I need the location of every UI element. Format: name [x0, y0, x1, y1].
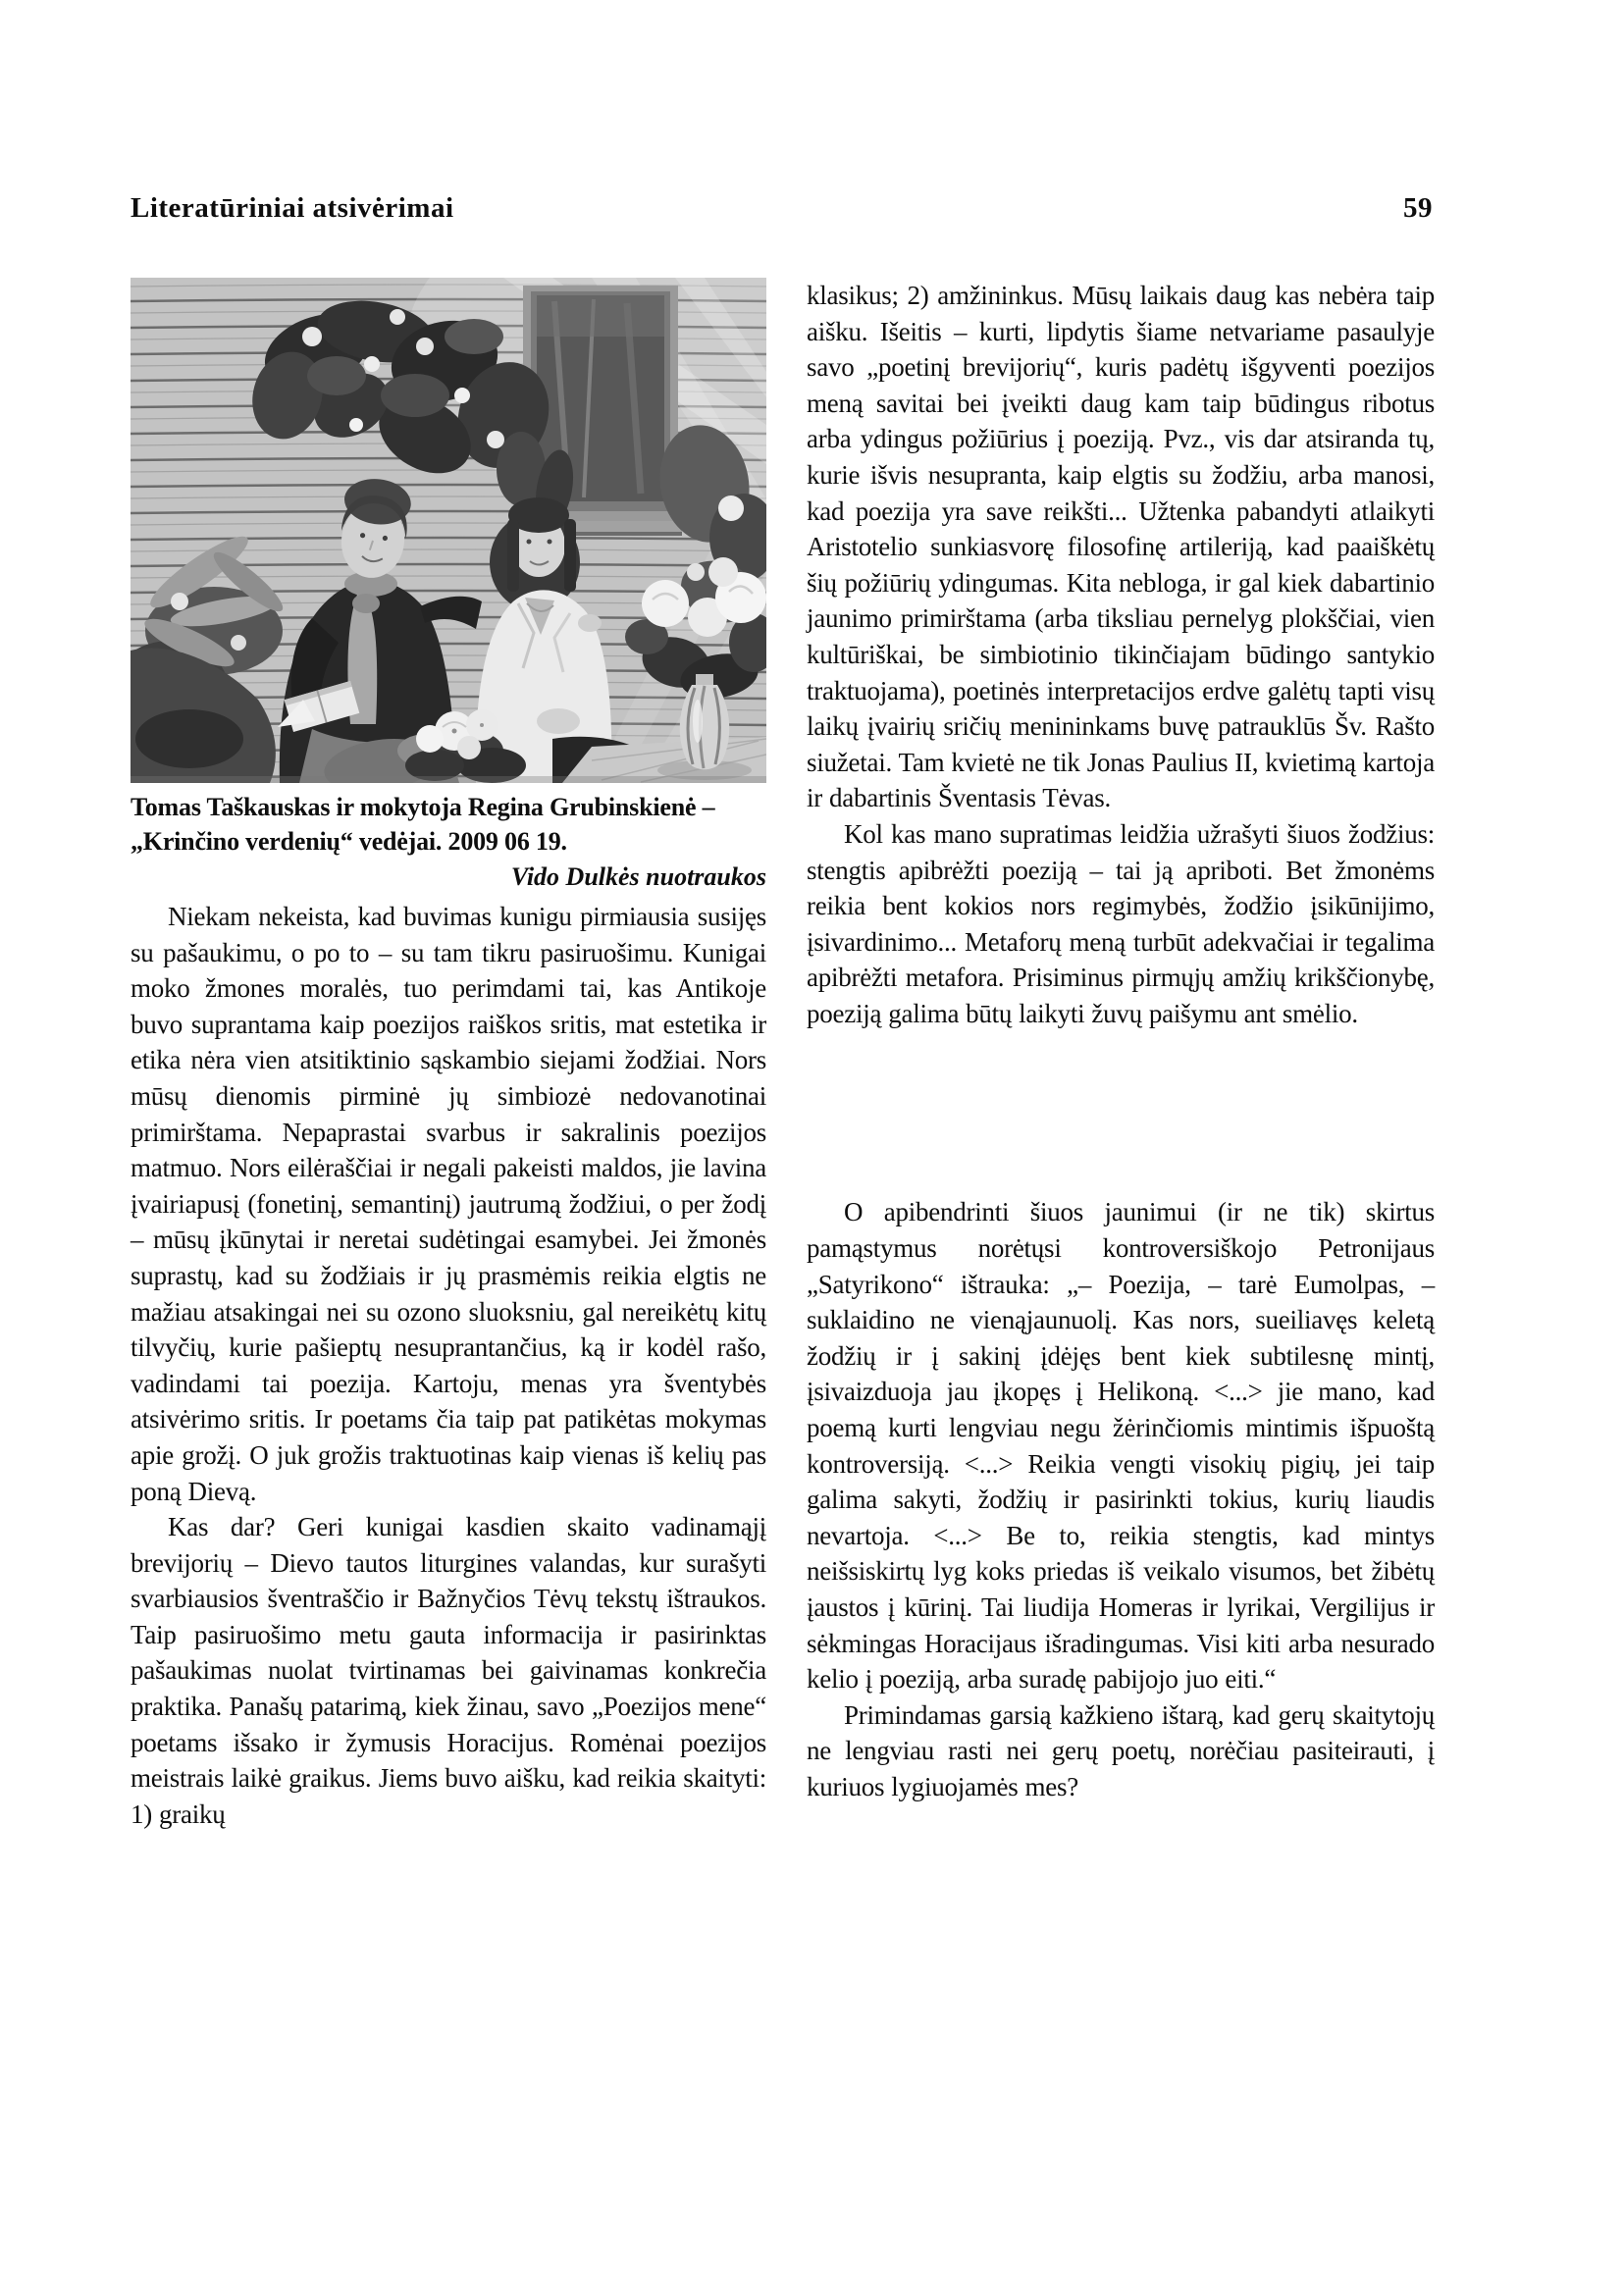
photo-figure — [131, 278, 766, 783]
paragraph: Kas dar? Geri kunigai kasdien skaito vadinamąjį brevijorių – Dievo tautos liturgines valandas, kur surašyti svarbiausios šventraščio ir Bažnyčios Tėvų tekstų ištraukos. Taip pasiruošimo metu gauta informacija ir pasirinktas pašaukimas nuolat tvirtinamas bei gaivinamas konkrečia praktika. Panašų patarimą, kiek žinau, savo „Poezijos mene“ poetams išsako ir žymusis Horacijus. Romėnai poezijos meistrais laikė graikus. Jiems buvo aišku, kad reikia skaityti: 1) graikų — [131, 1512, 766, 1829]
photo-caption — [131, 790, 766, 859]
photo-image — [131, 278, 766, 783]
left-column-text — [131, 899, 766, 1832]
paragraph: Primindamas garsią kažkieno ištarą, kad gerų skaitytojų ne lengviau rasti nei gerų poetų, norėčiau pasiteirauti, į kuriuos lygiuojamės mes? — [807, 1699, 1435, 1801]
photo-caption-line2: „Krinčino verdenių“ vedėjai. 2009 06 19. — [131, 827, 567, 856]
paragraph: Niekam nekeista, kad buvimas kunigu pirmiausia susijęs su pašaukimu, o po to – su tam tikru pasiruošimu. Kunigai moko žmones moralės, tuo perimdami tai, kas Antikoje buvo suprantama kaip poezijos raiškos sritis, mat estetika ir etika nėra vien atsitiktinio sąskambio siejami žodžiai. Nors mūsų dienomis pirminė jų simbiozė nedovanotinai primirštama. Nepaprastai svarbus ir sakralinis poezijos matmuo. Nors eilėraščiai ir negali pakeisti maldos, jie lavina įvairiapusį (fonetinį, semantinį) jautrumą žodžiui, o per žodį – mūsų įkūnytai ir neretai sudėtingai esamybei. Jei žmonės suprastų, kad su žodžiais ir jų prasmėmis reikia elgtis ne mažiau atsakingai nei su ozono sluoksniu, gal nereikėtų kitų tilvyčių, kurie pašieptų nesuprantančius, ką ir kodėl rašo, vadindami tai poezija. Kartoju, menas yra šventybės atsivėrimo sritis. Ir poetams čia taip pat patikėtas mokymas apie grožį. O juk grožis traktuotinas kaip vienas iš kelių pas poną Dievą. — [131, 902, 766, 1506]
running-header — [131, 192, 1433, 225]
paragraph: klasikus; 2) amžininkus. Mūsų laikais daug kas nebėra taip aišku. Išeitis – kurti, lipdytis šiame netvariame pasaulyje savo „poetinį brevijorių“, kuris padėtų išgyventi poezijos meną savitai bei įveikti daug kam taip būdingus ribotus arba ydingus požiūrius į poeziją. Pvz., vis dar atsiranda tų, kurie išvis nesupranta, kaip elgtis su žodžiu, arba manosi, kad poezija yra save reikšti... Užtenka pabandyti atlaikyti Aristotelio sunkiasvorę filosofinę artileriją, kad paaiškėtų šių požiūrių ydingumas. Kita nebloga, ir gal kiek dabartinio jaunimo primirštama (arba tiksliau pernelyg plokščiai, vien kultūriškai, be simbiotinio tikinčiajam būdingo santykio traktuojama), poetinės interpretacijos erdve galėtų tapti visų laikų įvairių sričių menininkams buvę patrauklūs Šv. Rašto siužetai. Tam kvietė ne tik Jonas Paulius II, kvietimą kartoja ir dabartinis Šventasis Tėvas. — [807, 281, 1435, 813]
photo-caption-line1: Tomas Taškauskas ir mokytoja Regina Grubinskienė – — [131, 793, 715, 821]
running-header-title: Literatūriniai atsivėrimai — [131, 192, 454, 224]
paragraph: O apibendrinti šiuos jaunimui (ir ne tik) skirtus pamąstymus norėtųsi kontroversiškojo Petronijaus „Satyrikono“ ištrauka: „– Poezija, – tarė Eumolpas, – suklaidino ne vienąjaunuolį. Kas nors, sueiliavęs keletą žodžių ir į sakinį įdėjęs bent kiek subtilesnę mintį, įsivaizduoja jau įkopęs į Helikoną. <...> jie mano, kad poemą kurti lengviau negu žėrinčiomis mintimis išpuoštą kontroversiją. <...> Reikia vengti visokių pigių, jei taip galima sakyti, žodžių ir pasirinkti tokius, kurių liaudis nevartoja. <...> Be to, reikia stengtis, kad mintys neišsiskirtų lyg koks priedas iš veikalo visumos, bet žibėtų įaustos į kūrinį. Tai liudija Homeras ir lyrikai, Vergilijus ir sėkmingas Horacijaus išradingumas. Visi kiti arba nesurado kelio į poeziją, arba suradę pabijojo juo eiti.“ — [807, 1197, 1435, 1695]
left-column — [131, 278, 766, 1832]
page-number: 59 — [1403, 192, 1433, 224]
right-column — [807, 278, 1435, 1805]
paragraph: Kol kas mano supratimas leidžia užrašyti šiuos žodžius: stengtis apibrėžti poeziją – tai ją apriboti. Bet žmonėms reikia bent kokios nors regimybės, žodžio įsikūnijimo, įsivardinimo... Metaforų meną turbūt adekvačiai ir tegalima apibrėžti metafora. Prisiminus pirmųjų amžių krikščionybę, poeziją galima būtų laikyti žuvų paišymu ant smėlio. — [807, 818, 1435, 1028]
photo-credit: Vido Dulkės nuotraukos — [510, 862, 766, 891]
